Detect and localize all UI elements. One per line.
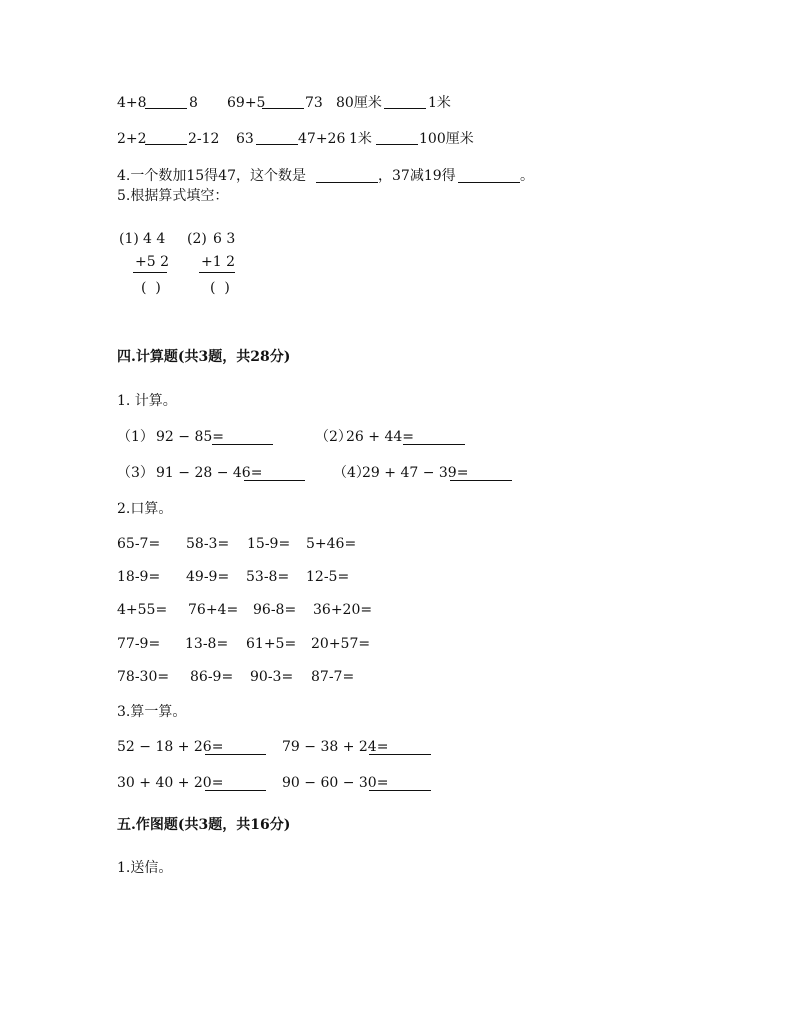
- calc-label: （2）: [315, 429, 352, 445]
- problem-label: (2): [187, 231, 207, 247]
- sum-line: [133, 272, 167, 273]
- compare-expr: 63: [236, 131, 254, 147]
- section-4-q1-title: 1. 计算。: [117, 393, 177, 409]
- compare-expr: 4+8: [117, 95, 147, 111]
- answer-blank[interactable]: [205, 790, 266, 791]
- calc-expression: 29 + 47 − 39=: [362, 465, 469, 481]
- answer-blank[interactable]: [403, 444, 465, 445]
- calc-expression: 90 − 60 − 30=: [282, 775, 389, 791]
- mental-math-item: 53-8=: [246, 569, 290, 585]
- calc-expression: 79 − 38 + 24=: [282, 739, 389, 755]
- addend-bottom: +5 2: [135, 254, 169, 270]
- mental-math-item: 58-3=: [186, 536, 230, 552]
- compare-expr: 2+2: [117, 131, 147, 147]
- compare-expr: 100厘米: [419, 131, 474, 147]
- answer-blank[interactable]: [369, 790, 431, 791]
- calc-expression: 92 − 85=: [156, 429, 224, 445]
- section-4-heading: 四.计算题(共3题，共28分): [117, 349, 291, 365]
- compare-expr: 80厘米: [336, 95, 382, 111]
- sum-line: [199, 272, 235, 273]
- mental-math-item: 86-9=: [190, 669, 234, 685]
- answer-blank[interactable]: [316, 182, 378, 183]
- compare-expr: 69+5: [227, 95, 266, 111]
- answer-blank[interactable]: [145, 144, 187, 145]
- section-4-q3-title: 3.算一算。: [117, 704, 187, 720]
- answer-blank[interactable]: [369, 754, 431, 755]
- mental-math-item: 65-7=: [117, 536, 161, 552]
- problem-label: (1): [119, 231, 139, 247]
- mental-math-item: 61+5=: [246, 636, 297, 652]
- mental-math-item: 12-5=: [306, 569, 350, 585]
- answer-blank[interactable]: [376, 144, 418, 145]
- mental-math-item: 87-7=: [311, 669, 355, 685]
- compare-expr: 2-12: [188, 131, 220, 147]
- mental-math-item: 76+4=: [188, 602, 239, 618]
- mental-math-item: 18-9=: [117, 569, 161, 585]
- q4-text-part2: ，37减19得: [378, 168, 456, 184]
- mental-math-item: 96-8=: [253, 602, 297, 618]
- mental-math-item: 36+20=: [313, 602, 373, 618]
- answer-blank[interactable]: [262, 108, 304, 109]
- answer-parentheses[interactable]: ( ): [141, 280, 161, 296]
- section-5-q1-title: 1.送信。: [117, 860, 173, 876]
- addend-bottom: +1 2: [201, 254, 235, 270]
- mental-math-item: 90-3=: [250, 669, 294, 685]
- mental-math-item: 78-30=: [117, 669, 170, 685]
- calc-expression: 26 + 44=: [346, 429, 414, 445]
- calc-label: （3）: [117, 465, 154, 481]
- mental-math-item: 49-9=: [186, 569, 230, 585]
- compare-expr: 47+26: [298, 131, 346, 147]
- answer-blank[interactable]: [145, 108, 187, 109]
- mental-math-item: 77-9=: [117, 636, 161, 652]
- calc-expression: 91 − 28 − 46=: [156, 465, 263, 481]
- answer-parentheses[interactable]: ( ): [210, 280, 230, 296]
- addend-top: 4 4: [143, 231, 166, 247]
- mental-math-item: 20+57=: [311, 636, 371, 652]
- mental-math-item: 13-8=: [185, 636, 229, 652]
- answer-blank[interactable]: [244, 480, 305, 481]
- answer-blank[interactable]: [256, 144, 298, 145]
- calc-label: （4）: [333, 465, 370, 481]
- compare-expr: 1米: [428, 95, 451, 111]
- calc-expression: 52 − 18 + 26=: [117, 739, 224, 755]
- addend-top: 6 3: [213, 231, 236, 247]
- answer-blank[interactable]: [212, 444, 273, 445]
- q4-text-part1: 4.一个数加15得47，这个数是: [117, 168, 306, 184]
- answer-blank[interactable]: [205, 754, 266, 755]
- answer-blank[interactable]: [458, 182, 520, 183]
- section-4-q2-title: 2.口算。: [117, 501, 173, 517]
- q5-title: 5.根据算式填空：: [117, 188, 229, 204]
- q4-text-part3: 。: [520, 168, 534, 184]
- calc-label: （1）: [117, 429, 154, 445]
- mental-math-item: 15-9=: [247, 536, 291, 552]
- calc-expression: 30 + 40 + 20=: [117, 775, 224, 791]
- section-5-heading: 五.作图题(共3题，共16分): [117, 817, 291, 833]
- compare-expr: 73: [305, 95, 323, 111]
- answer-blank[interactable]: [450, 480, 512, 481]
- compare-expr: 1米: [349, 131, 372, 147]
- compare-expr: 8: [189, 95, 198, 111]
- answer-blank[interactable]: [384, 108, 426, 109]
- mental-math-item: 4+55=: [117, 602, 168, 618]
- mental-math-item: 5+46=: [306, 536, 357, 552]
